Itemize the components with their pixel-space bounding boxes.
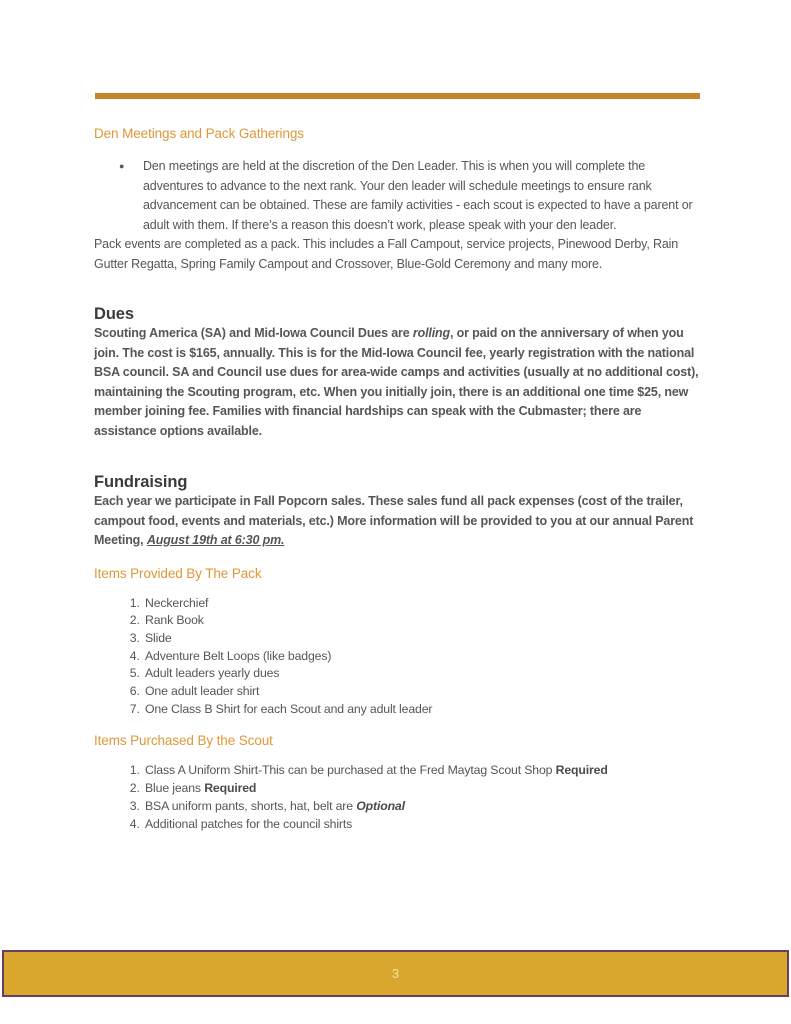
den-meetings-bullet-item <box>94 157 701 235</box>
required-emphasis: Required <box>555 763 608 778</box>
list-item: 2. Rank Book <box>143 612 701 630</box>
list-item <box>143 798 701 816</box>
heading-items-purchased: Items Purchased By the Scout <box>94 733 273 749</box>
items-provided-list <box>94 595 701 719</box>
list-item <box>143 816 701 834</box>
rolling-emphasis: rolling <box>412 326 451 340</box>
page-content <box>94 99 701 833</box>
list-item: 4. Adventure Belt Loops (like badges) <box>143 648 701 666</box>
item-text: Additional patches for the council shirts <box>145 816 353 831</box>
bullet-icon: ● <box>119 161 125 171</box>
item-text: Blue jeans <box>145 781 205 796</box>
page-number: 3 <box>391 966 400 981</box>
optional-emphasis: Optional <box>356 798 405 813</box>
list-item: 3. Slide <box>143 630 701 648</box>
list-item <box>143 762 701 780</box>
list-item: 7. One Class B Shirt for each Scout and any adult leader <box>143 701 701 719</box>
list-item: 1. Neckerchief <box>143 595 701 613</box>
pack-events-paragraph: Pack events are completed as a pack. This includes a Fall Campout, service projects, Pinewood Derby, Rain Gutter Regatta, Spring Family Campout and Crossover, Blue-Gold Ceremony and many more. <box>94 237 679 271</box>
fundraising-paragraph <box>94 492 701 551</box>
list-item <box>143 780 701 798</box>
required-emphasis: Required <box>204 781 257 796</box>
heading-den-meetings: Den Meetings and Pack Gatherings <box>94 126 304 141</box>
dues-text-before: Scouting America (SA) and Mid-Iowa Council Dues are <box>94 326 413 340</box>
dues-text-after: , or paid on the anniversary of when you join. The cost is $165, annually. This is for the Mid-Iowa Council fee, yearly registration with the national BSA council. SA and Council use dues for area-wide camps and activities (usually at no additional cost), maintaining the Scouting program, etc. When you initially join, there is an additional one time $25, new member joining fee. Families with financial hardships can speak with the Cubmaster; there are assistance options available. <box>94 326 699 438</box>
dues-paragraph <box>94 324 701 441</box>
list-item: 5. Adult leaders yearly dues <box>143 665 701 683</box>
meeting-date: August 19th at 6:30 pm. <box>146 533 285 547</box>
heading-items-provided: Items Provided By The Pack <box>94 565 262 581</box>
heading-dues: Dues <box>94 305 134 323</box>
list-item: 6. One adult leader shirt <box>143 683 701 701</box>
item-text: BSA uniform pants, shorts, hat, belt are <box>145 798 357 813</box>
item-text: Class A Uniform Shirt-This can be purchased at the Fred Maytag Scout Shop <box>145 763 556 778</box>
fundraising-text-before: Each year we participate in Fall Popcorn sales. These sales fund all pack expenses (cost of the trailer, campout food, events and materials, etc.) More information will be provided to you at our annual Parent Meeting, <box>94 494 694 547</box>
page-footer <box>2 950 789 997</box>
heading-fundraising: Fundraising <box>94 473 188 491</box>
den-meetings-bullet-text: Den meetings are held at the discretion of the Den Leader. This is when you will complete the adventures to advance to the next rank. Your den leader will schedule meetings to ensure rank advancement can be obtained. These are family activities - each scout is expected to have a parent or adult with them. If there’s a reason this doesn’t work, please speak with your den leader. <box>143 159 693 232</box>
items-purchased-list <box>94 762 701 833</box>
